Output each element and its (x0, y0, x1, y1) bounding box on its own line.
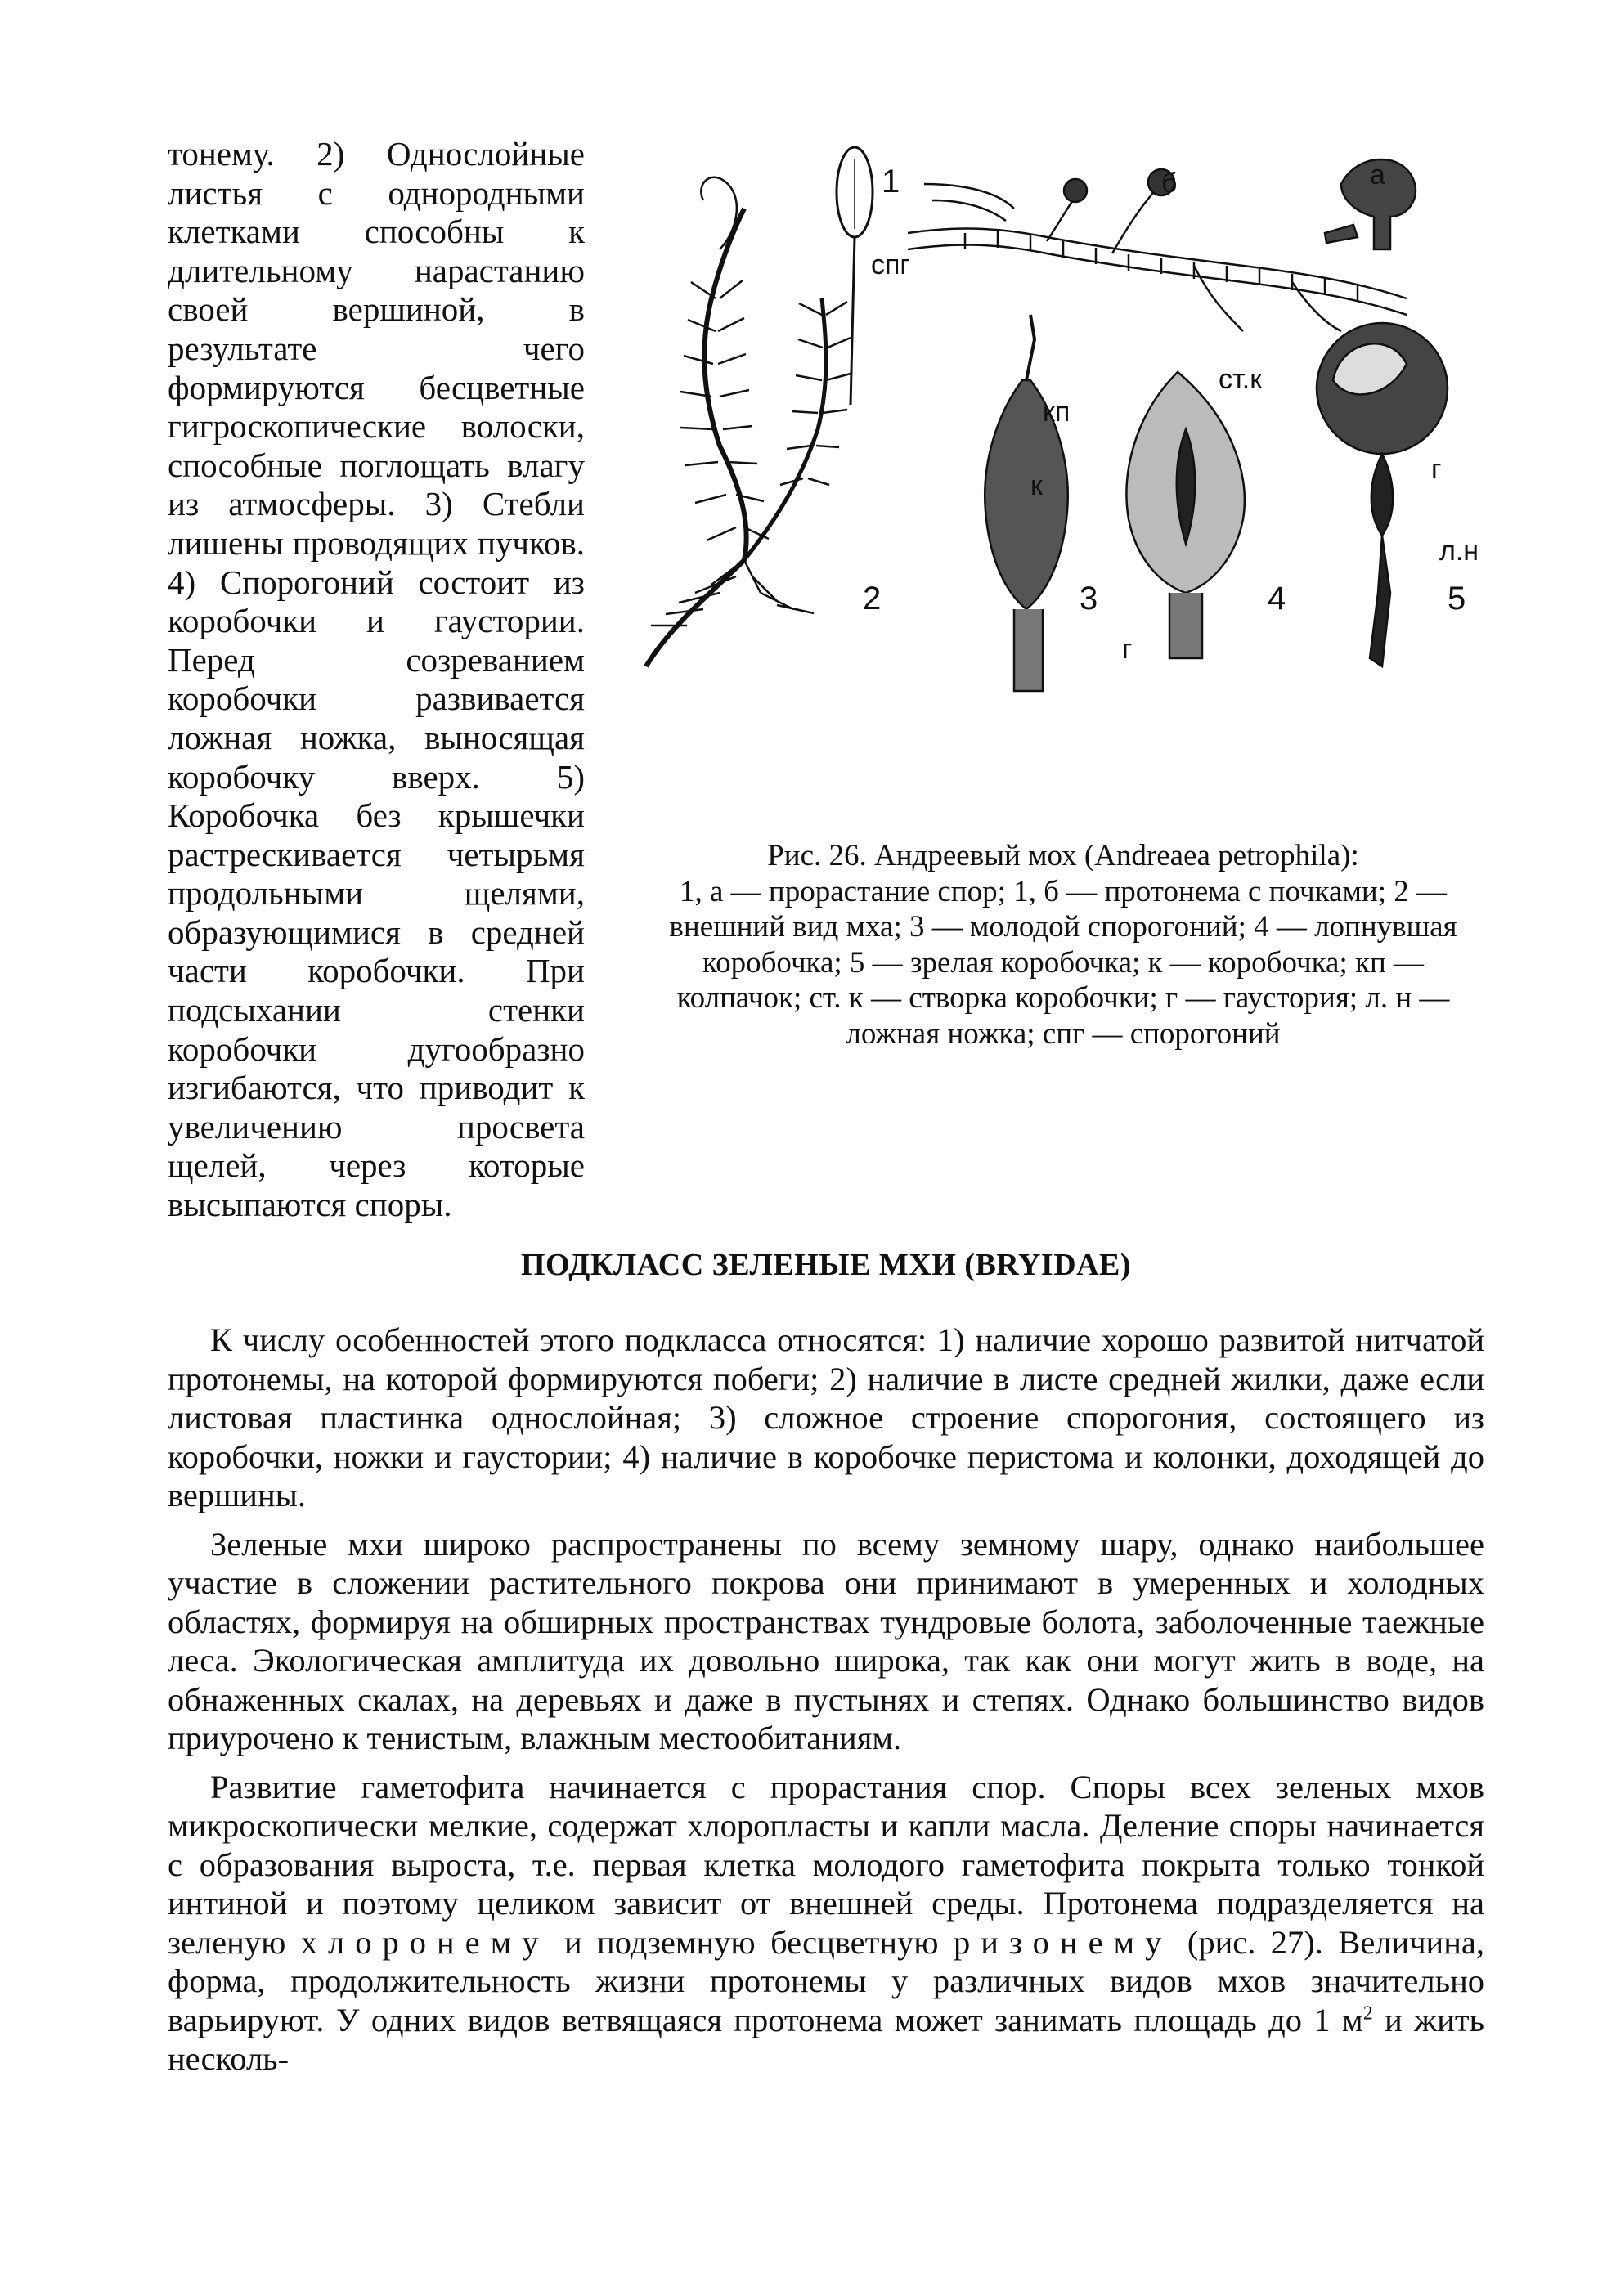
opened-capsule-drawing (1127, 372, 1245, 658)
left-column-text (168, 135, 585, 1225)
section-title: ПОДКЛАСС ЗЕЛЕНЫЕ МХИ (BRYIDAE) (520, 1248, 1132, 1282)
label-1: 1 (882, 164, 900, 200)
body-text (168, 1321, 1484, 2088)
term-chloronema: хлоронему (300, 1923, 550, 1961)
moss-plant-drawing (646, 147, 873, 666)
mature-capsule-drawing (1317, 323, 1448, 666)
figure-caption (638, 838, 1488, 1052)
term-rhizonema: ризонему (953, 1923, 1173, 1961)
label-3: 3 (1080, 581, 1098, 617)
label-g4: г (1122, 634, 1133, 665)
label-kp: кп (1043, 397, 1071, 428)
figure-26-illustration (622, 135, 1488, 724)
body-paragraph-3-part-c: (рис. 27). Величина, форма, продолжительность жизни протонемы у различных видов мхов значительно варьируют. У одних видов ветвящаяся протонема может занимать площадь до 1 м (168, 1923, 1485, 2038)
body-paragraph-3-part-a: Развитие гаметофита начинается с прорастания спор. Споры всех зеленых мхов микроскопически мелкие, содержат хлоропласты и капли масла. Деление споры начинается с образования выроста, т.е. первая клетка молодого гаметофита покрыта только тонкой интиной и поэтому целиком зависит от внешней среды. Протонема подразделяется на зеленую (168, 1768, 1484, 1961)
figure-26 (622, 135, 1488, 724)
body-paragraph-3-part-d: и жить несколь- (168, 2001, 1484, 2077)
caption-body: 1, а — прорастание спор; 1, б — протонема с почками; 2 — внешний вид мха; 3 — молодой спорогоний; 4 — лопнувшая коробочка; 5 — зрелая коробочка; к — коробочка; кп — колпачок; ст. к — створка коробочки; г — гаустория; л. н — ложная ножка; спг — спорогоний (669, 874, 1457, 1051)
label-4: 4 (1268, 581, 1286, 617)
caption-title: Рис. 26. Андреевый мох (Andreaea petrophila): (767, 839, 1359, 872)
body-paragraph-1: К числу особенностей этого подкласса относятся: 1) наличие хорошо развитой нитчатой протонемы, на которой формируются побеги; 2) наличие в листе средней жилки, даже если листовая пластинка однослойная; 3) сложное строение спорогония, состоящего из коробочки, ножки и гаустории; 4) наличие в коробочке перистома и колонки, доходящей до вершины. (168, 1321, 1484, 1513)
label-ln: л.н (1439, 536, 1479, 567)
label-k: к (1030, 470, 1043, 501)
label-g5: г (1431, 454, 1442, 485)
body-paragraph-3-part-b: и подземную бесцветную (563, 1923, 939, 1961)
label-a: а (1370, 159, 1385, 191)
young-sporogon-drawing (985, 315, 1071, 691)
body-paragraph-3 (168, 1768, 1484, 2079)
left-column-paragraph: тонему. 2) Однослойные листья с однородными клетками способны к длительному нарастанию своей вершиной, в результате чего формируются бесцветные гигроскопические волоски, способные поглощать влагу из атмосферы. 3) Стебли лишены проводящих пучков. 4) Спорогоний состоит из коробочки и гаустории. Перед созреванием коробочки развивается ложная ножка, выносящая коробочку вверх. 5) Коробочка без крышечки растрескивается четырьмя продольными щелями, образующимися в средней части коробочки. При подсыхании стенки коробочки дугообразно изгибаются, что приводит к увеличению просвета щелей, через которые высыпаются споры. (168, 135, 585, 1224)
label-spg: спг (871, 249, 910, 280)
label-b: б (1161, 168, 1178, 199)
superscript-2: 2 (1362, 2002, 1373, 2024)
label-stk: ст.к (1219, 364, 1263, 395)
body-paragraph-2: Зеленые мхи широко распространены по всему земному шару, однако наибольшее участие в сложении растительного покрова они принимают в умеренных и холодных областях, формируя на обширных пространствах тундровые болота, заболоченные таежные леса. Экологическая амплитуда их довольно широка, так как они могут жить в воде, на обнаженных скалах, на деревьях и даже в пустынях и степях. Однако большинство видов приурочено к тенистым, влажным местообитаниям. (168, 1525, 1484, 1756)
label-2: 2 (863, 581, 882, 617)
label-5: 5 (1448, 581, 1466, 617)
